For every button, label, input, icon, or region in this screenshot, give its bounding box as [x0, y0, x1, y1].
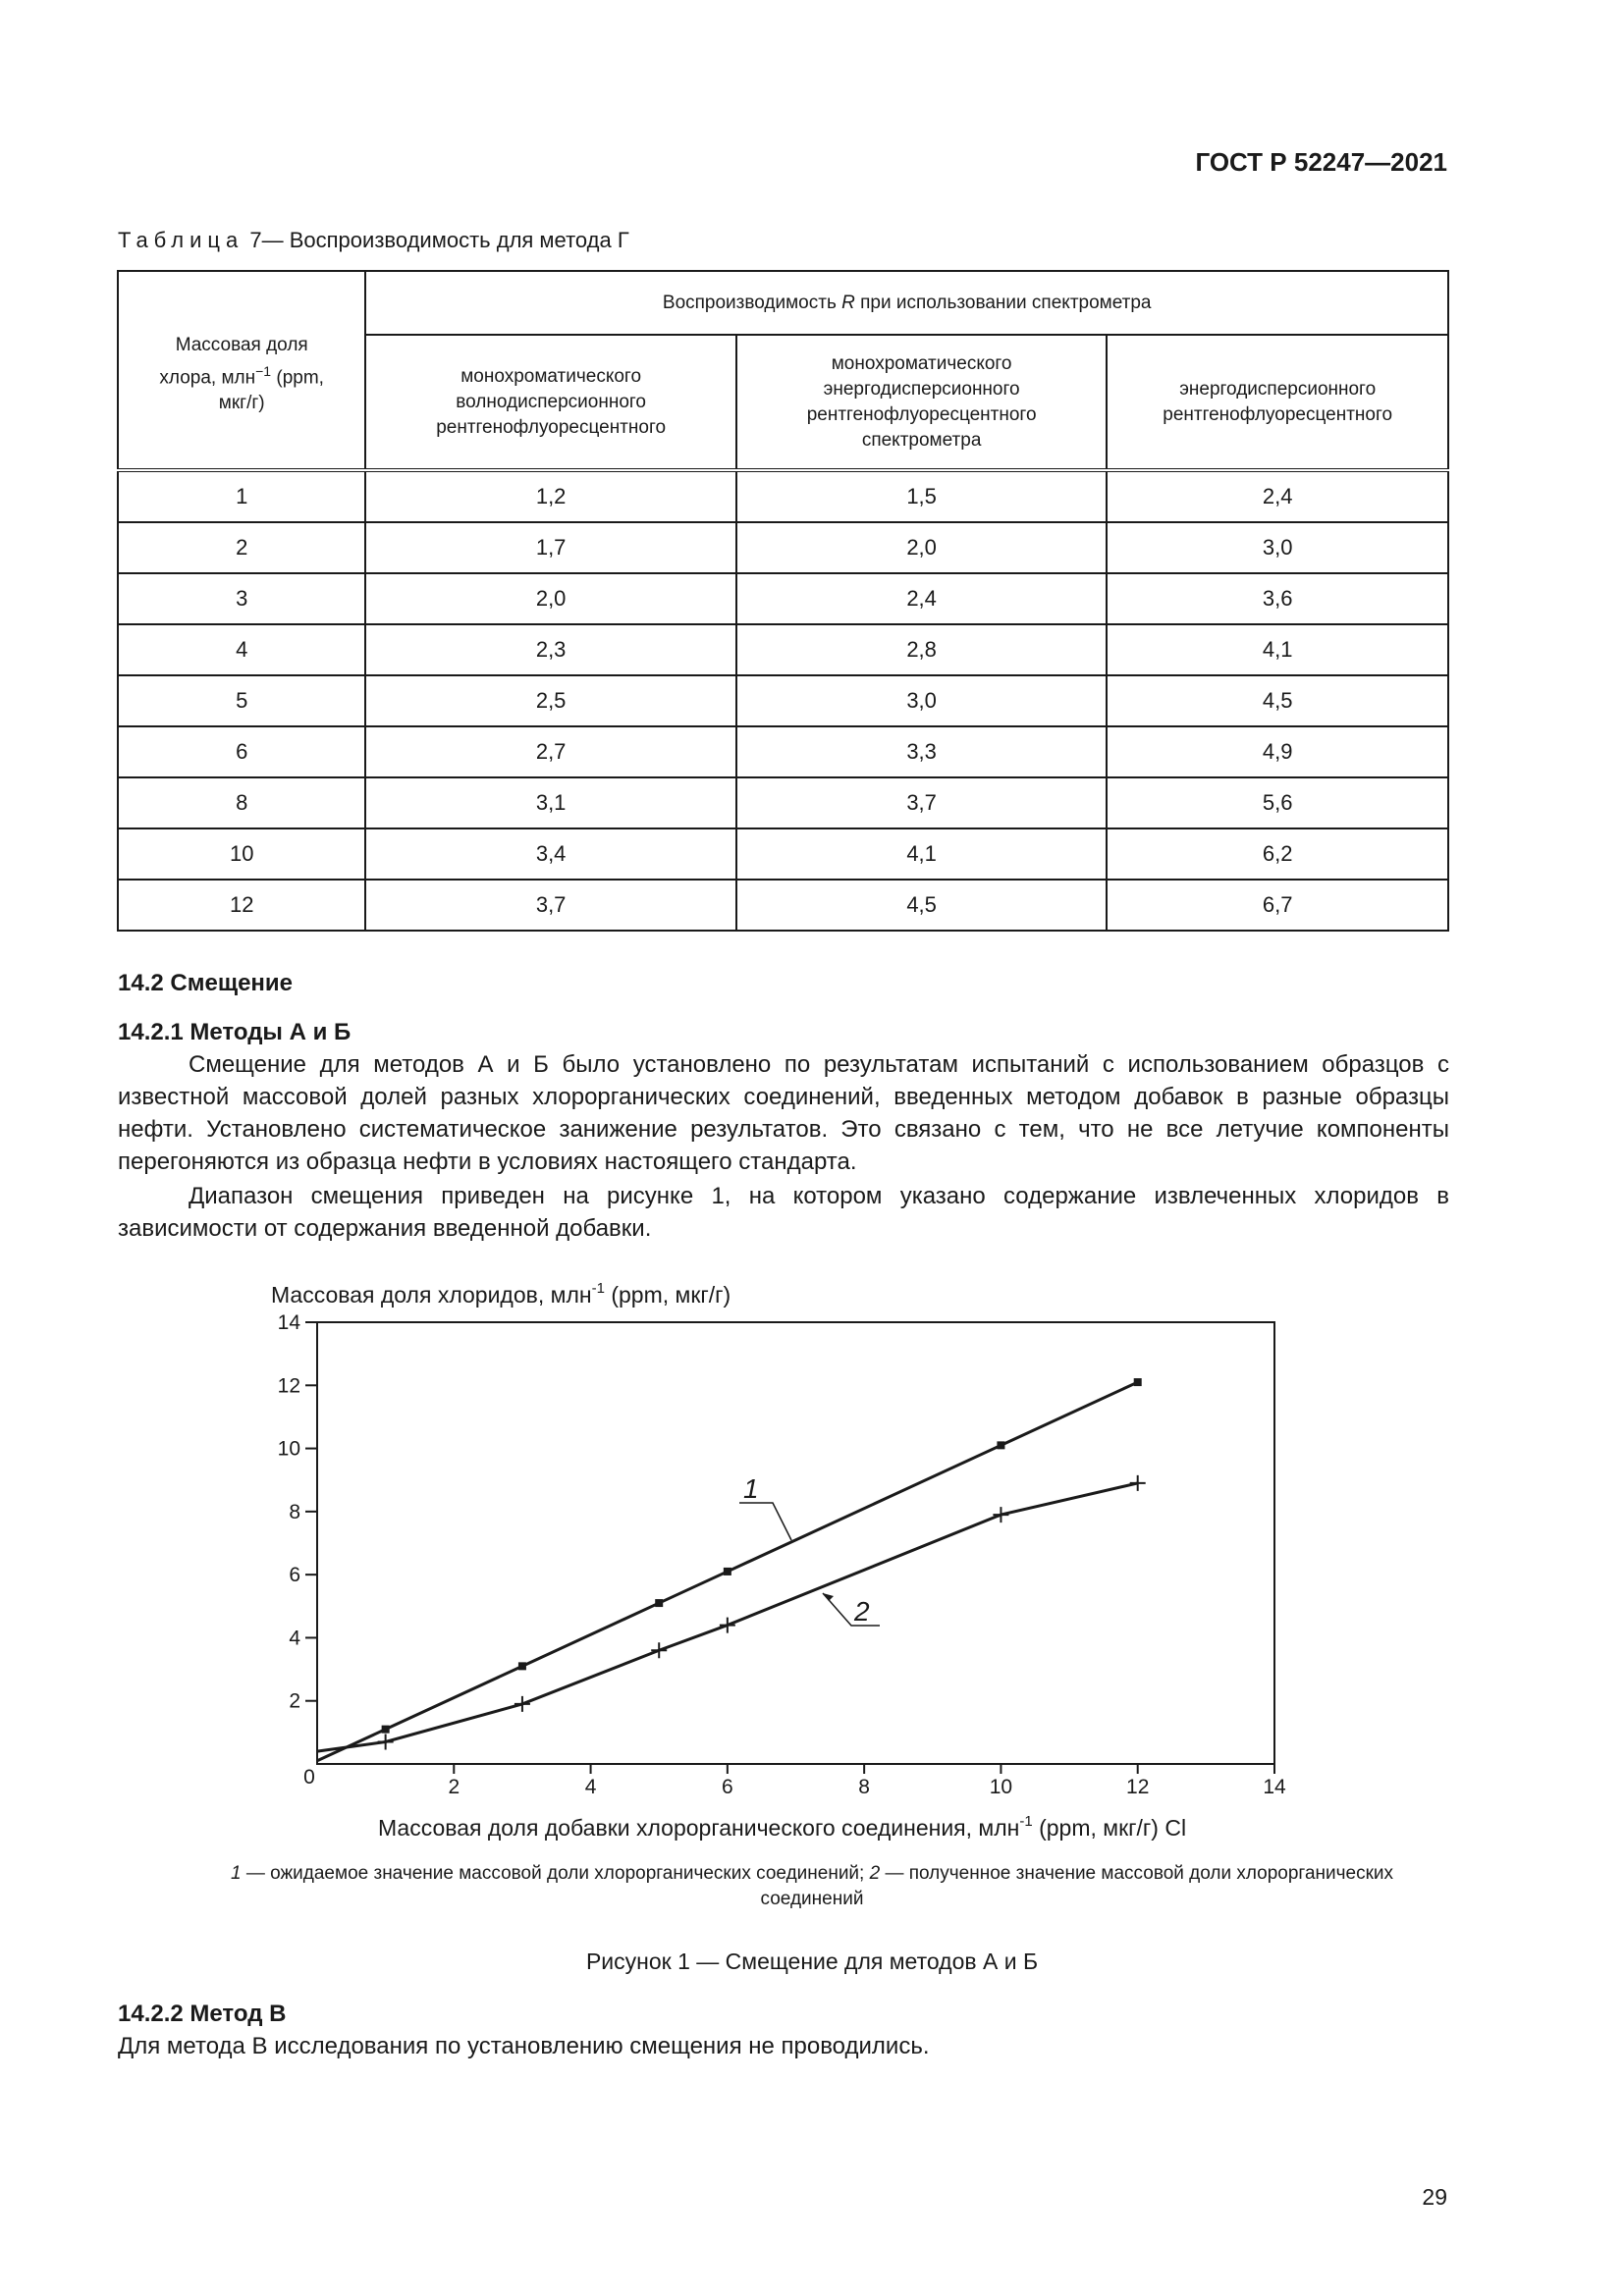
- paragraph-method-v: Для метода В исследования по установлению смещения не проводились.: [118, 2033, 930, 2059]
- table-cell: 6,2: [1107, 828, 1448, 880]
- table-cell: 1,7: [365, 522, 735, 573]
- heading-14-2-2: 14.2.2 Метод В: [118, 2001, 287, 2027]
- table-cell: 3: [118, 573, 365, 624]
- table-header-row: [118, 271, 1448, 335]
- heading-14-2: 14.2 Смещение: [118, 970, 294, 996]
- bias-chart-svg: [0, 1266, 1624, 1855]
- table-cell: 2: [118, 522, 365, 573]
- bias-chart: [0, 1266, 1624, 1855]
- table-cell: 5,6: [1107, 777, 1448, 828]
- y-tick-label: 4: [289, 1627, 300, 1650]
- series-2-point: [993, 1507, 1008, 1522]
- x-tick-label: 2: [448, 1776, 460, 1798]
- table-cell: 3,0: [1107, 522, 1448, 573]
- table-cell: 3,1: [365, 777, 735, 828]
- table-cell: 1: [118, 470, 365, 522]
- table-cell: 4,9: [1107, 726, 1448, 777]
- y-tick-label: 14: [277, 1311, 300, 1334]
- y-tick-label: 6: [289, 1564, 300, 1587]
- table-cell: 3,6: [1107, 573, 1448, 624]
- plot-frame: [317, 1322, 1274, 1764]
- table-cell: 4,5: [1107, 675, 1448, 726]
- x-tick-label: 12: [1126, 1776, 1150, 1798]
- series-label-1: 1: [743, 1473, 759, 1504]
- table-cell: 3,0: [736, 675, 1107, 726]
- table-cell: 6,7: [1107, 880, 1448, 931]
- origin-label: 0: [303, 1766, 315, 1789]
- table-cell: 3,4: [365, 828, 735, 880]
- table-cell: 1,2: [365, 470, 735, 522]
- series-2-point: [378, 1735, 394, 1750]
- table-caption: [118, 228, 629, 253]
- table-row: [118, 726, 1448, 777]
- header-ed-xrf: энергодисперсионного рентгенофлуоресцентного: [1107, 335, 1448, 470]
- table-cell: 3,3: [736, 726, 1107, 777]
- table-cell: 2,4: [736, 573, 1107, 624]
- page-number: 29: [1422, 2184, 1447, 2210]
- table-row: [118, 880, 1448, 931]
- series-2-point: [1130, 1475, 1146, 1491]
- table-cell: 6: [118, 726, 365, 777]
- document-code: ГОСТ Р 52247—2021: [1195, 147, 1447, 177]
- series-2-point: [514, 1696, 530, 1712]
- callout-arrow-2: [823, 1593, 834, 1601]
- heading-14-2-1: 14.2.1 Методы А и Б: [118, 1019, 352, 1045]
- table-row: [118, 828, 1448, 880]
- table-cell: 4: [118, 624, 365, 675]
- table-cell: 2,5: [365, 675, 735, 726]
- paragraph-bias-ab: Смещение для методов А и Б было установлено по результатам испытаний с использованием образцов с известной массовой долей разных хлорорганических соединений, введенных методом добавок в разные образцы нефти. Установлено систематическое занижение результатов. Это связано с тем, что не все летучие компоненты перегоняются из образца нефти в условиях настоящего стандарта.: [118, 1051, 1449, 1175]
- x-tick-label: 8: [858, 1776, 870, 1798]
- x-tick-label: 14: [1263, 1776, 1286, 1798]
- table-caption-label: Таблица: [118, 228, 244, 252]
- table-cell: 1,5: [736, 470, 1107, 522]
- series-2-point: [720, 1618, 735, 1633]
- header-chlorine-fraction: Массовая доля хлора, млн$^{-1}$ (ppm, мкг/г): [118, 271, 365, 470]
- table-row: [118, 470, 1448, 522]
- x-axis-title-tail: (ppm, мкг/г) Cl: [1032, 1815, 1187, 1841]
- y-axis-title-tail: (ppm, мкг/г): [604, 1282, 731, 1308]
- series-1-point: [1134, 1378, 1142, 1386]
- table-row: [118, 777, 1448, 828]
- y-tick-label: 2: [289, 1689, 300, 1713]
- series-1-point: [997, 1441, 1004, 1449]
- series-label-2: 2: [854, 1596, 870, 1627]
- table-row: [118, 624, 1448, 675]
- series-2-point: [651, 1642, 667, 1658]
- figure-legend-note: 1 — ожидаемое значение массовой доли хлорорганических соединений; 2 — полученное значение массовой доли хлорорганических соединений: [230, 1863, 1394, 1909]
- x-tick-label: 4: [584, 1776, 597, 1798]
- header-mono-ed-xrf: монохроматического энергодисперсионного рентгенофлуоресцентного спектрометра: [736, 335, 1107, 470]
- table-cell: 2,4: [1107, 470, 1448, 522]
- x-axis-title: [378, 1813, 1186, 1841]
- table-cell: 5: [118, 675, 365, 726]
- table-cell: 2,8: [736, 624, 1107, 675]
- table-cell: 2,7: [365, 726, 735, 777]
- paragraph-bias-range: Диапазон смещения приведен на рисунке 1, на котором указано содержание извлеченных хлоридов в зависимости от содержания введенной добавки.: [118, 1183, 1449, 1242]
- y-axis-title-main: Массовая доля хлоридов, млн: [271, 1282, 592, 1308]
- series-1-point: [382, 1726, 390, 1734]
- series-line-2: [317, 1483, 1138, 1751]
- y-tick-label: 10: [277, 1437, 300, 1461]
- table-cell: 12: [118, 880, 365, 931]
- table-cell: 2,3: [365, 624, 735, 675]
- series-1-point: [724, 1568, 731, 1575]
- table-row: [118, 522, 1448, 573]
- y-tick-label: 8: [289, 1500, 300, 1523]
- table-cell: 10: [118, 828, 365, 880]
- table-cell: 4,1: [1107, 624, 1448, 675]
- x-tick-label: 6: [722, 1776, 733, 1798]
- callout-leader-1: [739, 1503, 791, 1540]
- x-axis-title-main: Массовая доля добавки хлорорганического соединения, млн: [378, 1815, 1020, 1841]
- table-cell: 8: [118, 777, 365, 828]
- figure-caption: Рисунок 1 — Смещение для методов А и Б: [585, 1949, 1039, 1974]
- table-cell: 3,7: [365, 880, 735, 931]
- y-tick-label: 12: [277, 1374, 300, 1398]
- series-1-point: [655, 1599, 663, 1607]
- table-cell: 4,1: [736, 828, 1107, 880]
- reproducibility-table: [117, 270, 1449, 932]
- series-1-point: [518, 1662, 526, 1670]
- table-caption-text: 7— Воспроизводимость для метода Г: [249, 228, 629, 252]
- header-wd-xrf: монохроматического волнодисперсионного рентгенофлуоресцентного: [365, 335, 735, 470]
- x-tick-label: 10: [989, 1776, 1013, 1798]
- x-axis-title-sup: -1: [1019, 1813, 1033, 1830]
- table-row: [118, 573, 1448, 624]
- table-cell: 2,0: [736, 522, 1107, 573]
- table-cell: 4,5: [736, 880, 1107, 931]
- y-axis-title-sup: -1: [591, 1280, 605, 1297]
- table-cell: 2,0: [365, 573, 735, 624]
- table-row: [118, 675, 1448, 726]
- header-reproducibility-group: Воспроизводимость R при использовании спектрометра: [365, 271, 1448, 335]
- table-cell: 3,7: [736, 777, 1107, 828]
- y-axis-title: [271, 1280, 731, 1308]
